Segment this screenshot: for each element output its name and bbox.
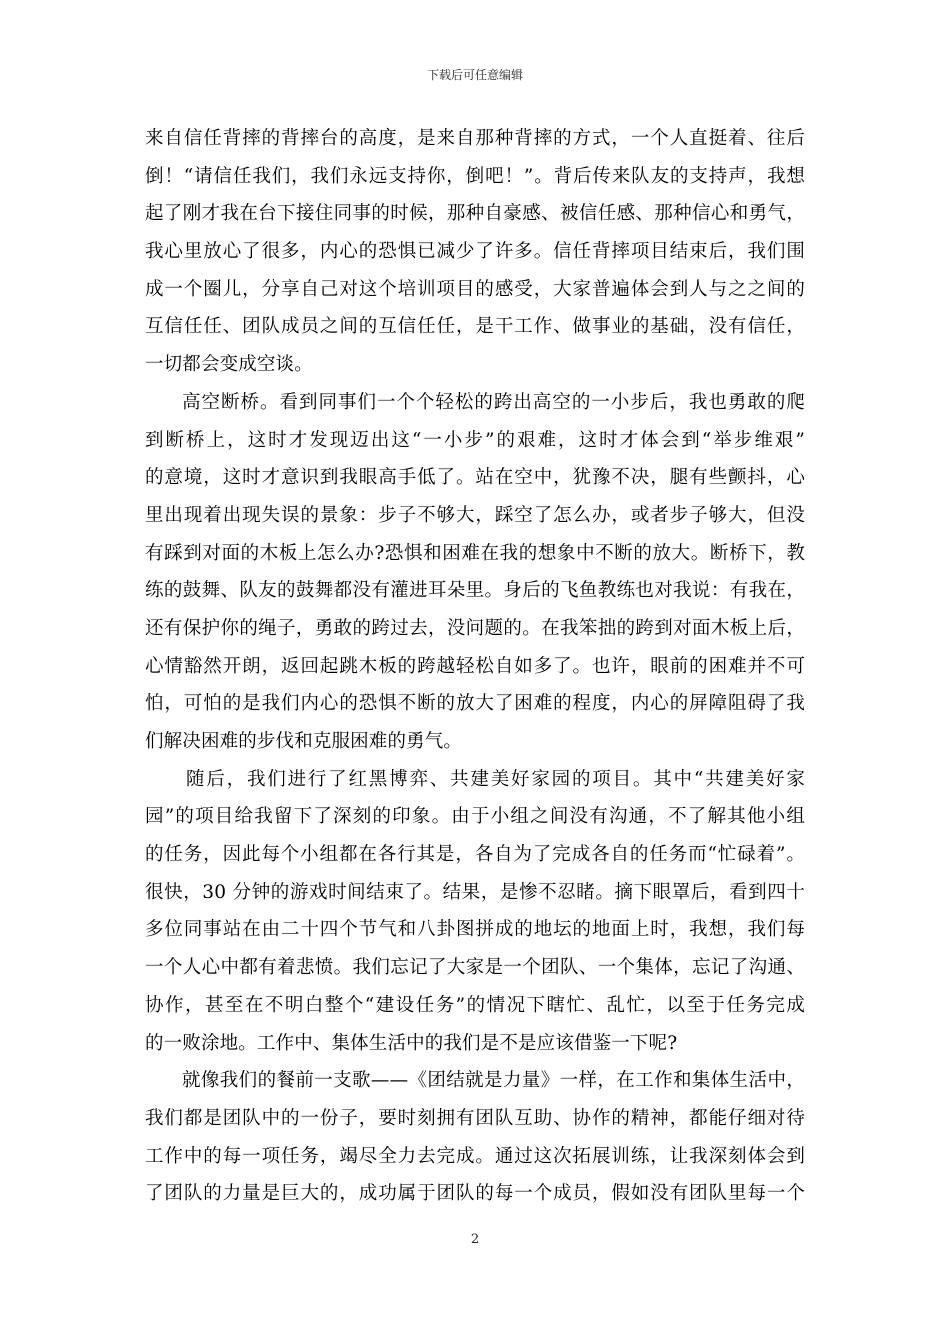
text-line: 一个人心中都有着悲愤。我们忘记了大家是一个团队、一个集体，忘记了沟通、 <box>145 957 805 979</box>
text-line: 还有保护你的绳子，勇敢的跨过去，没问题的。在我笨拙的跨到对面木板上后， <box>145 617 805 639</box>
text-line: 我心里放心了很多，内心的恐惧已减少了许多。信任背摔项目结束后，我们围 <box>145 241 805 263</box>
paragraph-first-line: 高空断桥。看到同事们一个个轻松的跨出高空的一小步后，我也勇敢的爬 <box>182 391 805 413</box>
text-line: 一切都会变成空谈。 <box>145 354 313 376</box>
text-line: 互信任任、团队成员之间的互信任任，是干工作、做事业的基础，没有信任， <box>145 316 805 338</box>
page-header: 下载后可任意编辑 <box>426 68 523 82</box>
text-line: 很快，30 分钟的游戏时间结束了。结果，是惨不忍睹。摘下眼罩后，看到四十 <box>145 881 805 903</box>
text-line: 的任务，因此每个小组都在各行其是，各自为了完成各自的任务而“忙碌着”。 <box>145 844 805 866</box>
text-line: 了团队的力量是巨大的，成功属于团队的每一个成员，假如没有团队里每一个 <box>145 1183 805 1205</box>
document-body <box>145 120 805 1213</box>
text-line: 协作，甚至在不明白整个“建设任务”的情况下瞎忙、乱忙，以至于任务完成 <box>145 994 805 1016</box>
paragraph-first-line: 随后，我们进行了红黑博弈、共建美好家园的项目。其中“共建美好家 <box>186 768 805 790</box>
text-line: 练的鼓舞、队友的鼓舞都没有灌进耳朵里。身后的飞鱼教练也对我说：有我在， <box>145 580 805 602</box>
text-line: 到断桥上，这时才发现迈出这“一小步”的艰难，这时才体会到“举步维艰” <box>145 429 805 451</box>
text-line: 园”的项目给我留下了深刻的印象。由于小组之间没有沟通，不了解其他小组 <box>145 806 805 828</box>
page-number: 2 <box>470 1232 480 1247</box>
text-line: 工作中的每一项任务，竭尽全力去完成。通过这次拓展训练，让我深刻体会到 <box>145 1145 805 1167</box>
text-line: 来自信任背摔的背摔台的高度，是来自那种背摔的方式，一个人直挺着、往后 <box>145 128 805 149</box>
text-line: 们解决困难的步伐和克服困难的勇气。 <box>145 731 463 752</box>
text-line: 起了刚才我在台下接住同事的时候，那种自豪感、被信任感、那种信心和勇气， <box>145 203 805 225</box>
text-line: 怕，可怕的是我们内心的恐惧不断的放大了困难的程度，内心的屏障阻碍了我 <box>145 693 805 715</box>
text-line: 里出现着出现失误的景象：步子不够大，踩空了怎么办，或者步子够大，但没 <box>145 504 805 526</box>
text-line: 成一个圈儿，分享自己对这个培训项目的感受，大家普遍体会到人与之之间的 <box>145 278 805 300</box>
text-line: 我们都是团队中的一份子，要时刻拥有团队互助、协作的精神，都能仔细对待 <box>145 1107 805 1129</box>
paragraph-first-line: 就像我们的餐前一支歌——《团结就是力量》一样，在工作和集体生活中， <box>182 1070 805 1092</box>
text-line: 多位同事站在由二十四个节气和八卦图拼成的地坛的地面上时，我想，我们每 <box>145 919 805 941</box>
text-line: 倒！“请信任我们，我们永远支持你，倒吧！”。背后传来队友的支持声，我想 <box>145 165 805 187</box>
text-line: 心情豁然开朗，返回起跳木板的跨越轻松自如多了。也许，眼前的困难并不可 <box>145 655 805 677</box>
text-line: 的意境，这时才意识到我眼高手低了。站在空中，犹豫不决，腿有些颤抖，心 <box>145 467 805 489</box>
text-line: 的一败涂地。工作中、集体生活中的我们是不是应该借鉴一下呢? <box>145 1032 678 1054</box>
text-line: 有踩到对面的木板上怎么办?恐惧和困难在我的想象中不断的放大。断桥下，教 <box>145 542 805 564</box>
